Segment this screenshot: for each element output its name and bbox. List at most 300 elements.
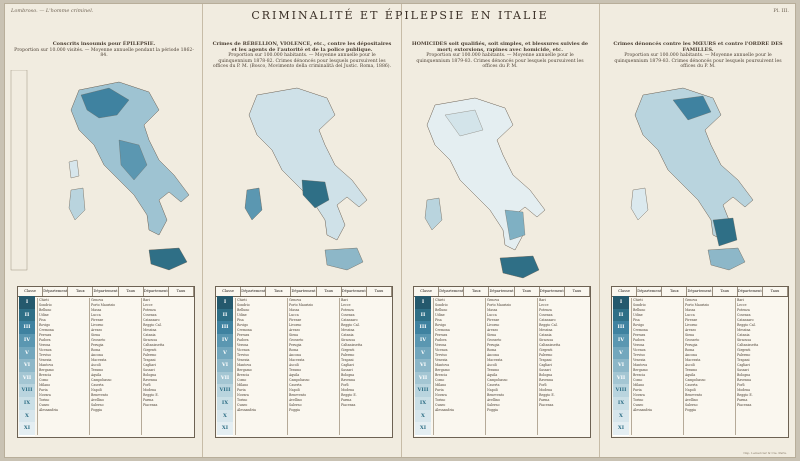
legend-province: Catania [539,333,552,337]
legend-class-swatch: X [217,410,233,424]
legend-col-rate: Taux [565,287,590,296]
legend-class-swatch: XI [415,422,431,436]
legend-province: Pavia [237,388,246,392]
panel-subtitle: Proportion sur 100.000 habitants. — Moyenne annuelle pour le quinquennium 1879-83. Crimes dénoncés pour lesquels poursuivent les offices du P. M. [614,53,782,69]
legend-col-department: Département [489,287,514,296]
legend-province: Parma [143,398,154,402]
legend-province: Salerno [685,403,698,407]
legend-column [287,298,339,435]
legend-province: Lucca [487,313,497,317]
legend-province: Sondrio [237,303,250,307]
legend-province: Bergamo [633,368,648,372]
legend-province: Pisa [435,318,442,322]
legend-province: Cagliari [737,363,750,367]
legend-col-department: Département [291,287,316,296]
legend-province: Como [435,378,445,382]
legend-province: Belluno [237,308,250,312]
legend-province: Napoli [487,388,498,392]
legend-province: Chieti [633,298,643,302]
legend-province: Palermo [341,353,355,357]
legend-province: Ferrara [39,333,52,337]
legend-class-swatch: III [415,321,431,335]
legend-province: Benevento [487,393,505,397]
legend-class-swatch: I [19,296,35,310]
legend-class-swatch: III [613,321,629,335]
legend-province: Arezzo [685,328,696,332]
legend-province: Caltanissetta [737,343,759,347]
legend-column [683,298,735,435]
legend-province: Massa [685,308,696,312]
legend-province: Potenza [539,308,552,312]
legend-province: Perugia [289,343,302,347]
legend-province: Bergamo [237,368,252,372]
legend-province: Siracusa [737,338,752,342]
legend-province: Livorno [487,323,500,327]
legend-class-swatch: VI [19,359,35,373]
legend-province: Reggio Cal. [143,323,162,327]
legend-col-rate: Taux [713,287,738,296]
legend-province: Milano [435,383,447,387]
legend-province: Pavia [435,388,444,392]
legend-province: Ancona [685,353,698,357]
legend-province: Padova [237,338,249,342]
legend-province: Arezzo [289,328,300,332]
legend-class-swatch: IX [415,397,431,411]
legend-class-swatch: V [613,347,629,361]
legend-province: Firenze [289,318,302,322]
legend-province: Palermo [143,353,157,357]
legend-province: Messina [143,328,157,332]
legend-col-rate: Taux [119,287,144,296]
legend-province: Potenza [143,308,156,312]
legend-province: Catania [341,333,354,337]
legend-province: Genova [487,298,500,302]
legend-table [215,286,393,438]
legend-column [631,298,683,435]
legend-table [611,286,789,438]
legend-class-swatch: VII [19,372,35,386]
legend-col-department: Département [144,287,169,296]
legend-col-rate: Taux [317,287,342,296]
legend-province: Catania [143,333,156,337]
legend-province: Rovigo [435,323,447,327]
legend-province: Alessandria [435,408,454,412]
legend-province: Benevento [685,393,703,397]
legend-province: Ravenna [737,378,752,382]
legend-class-swatch: VII [415,372,431,386]
legend-province: Messina [539,328,553,332]
legend-province: Parma [539,398,550,402]
legend-province: Livorno [685,323,698,327]
legend-province: Napoli [685,388,696,392]
legend-province: Torino [435,398,446,402]
legend-column [485,298,537,435]
legend-province: Reggio Cal. [341,323,360,327]
legend-province: Arezzo [91,328,102,332]
legend-class-swatch: XI [613,422,629,436]
fold-line [599,4,600,457]
legend-class-swatch: VII [613,372,629,386]
legend-province: Forlì [341,383,349,387]
legend-col-department: Département [342,287,367,296]
legend-province: Cosenza [737,313,751,317]
legend-province: Foggia [487,408,498,412]
legend-province: Venezia [633,358,646,362]
legend-province: Cosenza [143,313,157,317]
legend-province: Caltanissetta [143,343,165,347]
legend-col-department: Département [241,287,266,296]
legend-province: Catania [737,333,750,337]
panel-subtitle: Proportion sur 100.000 habitants. — Moyenne annuelle pour le quinquennium 1879-83. Crimes dénoncés pour lesquels poursuivent les offices du P. M. [416,53,584,69]
legend-col-rate: Taux [266,287,291,296]
legend-province: Cosenza [341,313,355,317]
legend-province: Venezia [39,358,52,362]
legend-column [339,298,391,435]
legend-col-classe: Classe [414,287,439,296]
legend-province: Caserta [685,383,698,387]
legend-col-classe: Classe [216,287,241,296]
legend-class-swatch: II [19,309,35,323]
legend-province: Siracusa [143,338,158,342]
legend-province: Siena [487,333,497,337]
legend-province: Novara [237,393,249,397]
legend-province: Genova [685,298,698,302]
legend-province: Caserta [91,383,104,387]
legend-province: Belluno [39,308,52,312]
legend-class-swatch: IX [217,397,233,411]
legend-province: Cremona [237,328,252,332]
legend-col-classe: Classe [612,287,637,296]
legend-province: Firenze [91,318,104,322]
legend-province: Benevento [91,393,109,397]
panel-title [607,42,789,70]
legend-province: Mantova [435,363,450,367]
legend-province: Caltanissetta [539,343,561,347]
legend-province: Cagliari [341,363,354,367]
legend-class-swatch: IV [613,334,629,348]
legend-province: Novara [435,393,447,397]
legend-class-swatch: V [217,347,233,361]
legend-province: Bologna [539,373,553,377]
legend-col-department: Département [439,287,464,296]
legend-province: Siena [289,333,299,337]
legend-class-swatch: X [19,410,35,424]
legend-province: Teramo [91,368,104,372]
legend-province: Cuneo [435,403,446,407]
legend-province: Treviso [633,353,645,357]
legend-province: Modena [341,388,355,392]
legend-province: Forlì [539,383,547,387]
legend-province: Verona [39,343,51,347]
legend-province: Campobasso [685,378,706,382]
legend-province: Avellino [91,398,104,402]
legend-province: Catanzaro [143,318,160,322]
legend-province: Lecce [737,303,747,307]
legend-province: Trapani [539,358,552,362]
legend-class-swatch: II [217,309,233,323]
legend-province: Arezzo [487,328,498,332]
legend-col-department: Département [637,287,662,296]
legend-class-swatch: VIII [415,384,431,398]
legend-province: Udine [237,313,247,317]
fold-line [401,4,402,457]
legend-body [414,296,590,437]
legend-class-swatch: X [613,410,629,424]
legend-province: Parma [341,398,352,402]
legend-province: Bari [341,298,348,302]
legend-province: Grosseto [91,338,106,342]
map-italy [207,70,397,308]
legend-column [537,298,589,435]
legend-col-department: Département [93,287,118,296]
legend-province: Foggia [91,408,102,412]
legend-province: Torino [39,398,50,402]
legend-province: Modena [737,388,751,392]
legend-province: Treviso [435,353,447,357]
legend-province: Reggio Cal. [539,323,558,327]
legend-province: Alessandria [633,408,652,412]
map-italy [405,70,595,308]
legend-col-rate: Taux [68,287,93,296]
legend-province: Como [39,378,49,382]
legend-province: Ravenna [539,378,554,382]
legend-province: Ancona [289,353,302,357]
legend-province: Avellino [685,398,698,402]
legend-province: Cagliari [539,363,552,367]
legend-province: Milano [237,383,249,387]
legend-province: Bologna [143,373,157,377]
legend-class-swatch: VI [415,359,431,373]
legend-province: Mantova [237,363,252,367]
legend-province: Udine [633,313,643,317]
legend-class-swatch: V [19,347,35,361]
legend-province: Piacenza [737,403,752,407]
legend-province: Ascoli [91,363,101,367]
legend-province: Grosseto [685,338,700,342]
legend-province: Messina [737,328,751,332]
legend-province: Catanzaro [737,318,754,322]
legend-class-swatch: I [217,296,233,310]
legend-province: Aquila [487,373,498,377]
legend-province: Ravenna [143,378,158,382]
legend-province: Venezia [237,358,250,362]
legend-column [141,298,193,435]
map-italy [603,70,793,308]
legend-province: Reggio Cal. [737,323,756,327]
legend-class-swatch: IV [217,334,233,348]
panel-heading: HOMICIDES soit qualifiés, soit simples, et blessures suivies de mort; extorsions, rapines avec homicide, etc. [411,41,589,53]
legend-province: Brescia [633,373,646,377]
legend-province: Caltanissetta [341,343,363,347]
legend-province: Foggia [685,408,696,412]
legend-province: Avellino [487,398,500,402]
legend-province: Firenze [487,318,500,322]
legend-col-department: Département [687,287,712,296]
legend-province: Cuneo [39,403,50,407]
legend-col-rate: Taux [763,287,788,296]
legend-province: Ferrara [237,333,250,337]
legend-province: Mantova [633,363,648,367]
legend-province: Reggio E. [737,393,753,397]
legend-column [735,298,787,435]
legend-province: Torino [633,398,644,402]
legend-province: Reggio E. [341,393,357,397]
legend-province: Sondrio [435,303,448,307]
legend-province: Girgenti [737,348,751,352]
legend-province: Foggia [289,408,300,412]
legend-province: Napoli [91,388,102,392]
legend-province: Ferrara [633,333,646,337]
legend-province: Macerata [289,358,305,362]
legend-province: Porto Maurizio [91,303,116,307]
panel-title [211,42,393,70]
legend-class-swatch: IX [19,397,35,411]
legend-class-swatch: VIII [613,384,629,398]
legend-column [433,298,485,435]
legend-province: Como [237,378,247,382]
legend-province: Roma [487,348,497,352]
legend-province: Genova [289,298,302,302]
legend-province: Cuneo [633,403,644,407]
legend-province: Caserta [289,383,302,387]
legend-province: Potenza [341,308,354,312]
legend-province: Reggio E. [539,393,555,397]
legend-province: Reggio E. [143,393,159,397]
legend-province: Mantova [39,363,54,367]
fold-line [202,4,203,457]
legend-table [17,286,195,438]
legend-province: Forlì [143,383,151,387]
legend-province: Campobasso [289,378,310,382]
legend-class-swatch: XI [19,422,35,436]
legend-province: Salerno [91,403,104,407]
legend-province: Ascoli [487,363,497,367]
legend-province: Messina [341,328,355,332]
legend-province: Pisa [39,318,46,322]
legend-province: Ancona [91,353,104,357]
panel-subtitle: Proportion sur 100.000 habitants. — Moyenne annuelle pour le quinquennium 1878-82. Crimes dénoncés pour lesquels poursuivent les offices du P. M. (Bosco, Movimento della criminalità del Justic. Roma, 1886). [212,53,392,69]
legend-province: Cagliari [143,363,156,367]
legend-province: Trapani [737,358,750,362]
legend-class-swatch: VIII [19,384,35,398]
panel-heading: Crimes de RÉBELLION, VIOLENCE, etc., contre les dépositaires et les agents de l'autorité et de la police publique. [212,41,392,53]
legend-province: Porto Maurizio [289,303,314,307]
printer-credit: Imp. Lemercier & Cie. Paris. [743,451,787,455]
legend-province: Porto Maurizio [685,303,710,307]
legend-province: Pavia [39,388,48,392]
legend-province: Bologna [737,373,751,377]
legend-province: Milano [39,383,51,387]
legend-province: Lecce [143,303,153,307]
legend-province: Bologna [341,373,355,377]
legend-class-swatch: VI [613,359,629,373]
legend-province: Palermo [737,353,751,357]
legend-province: Vicenza [39,348,52,352]
legend-province: Novara [39,393,51,397]
legend-col-rate: Taux [464,287,489,296]
legend-province: Treviso [39,353,51,357]
legend-province: Ascoli [289,363,299,367]
legend-province: Salerno [289,403,302,407]
legend-province: Ferrara [435,333,448,337]
legend-province: Siena [91,333,101,337]
legend-class-swatch: III [19,321,35,335]
legend-province: Parma [737,398,748,402]
legend-province: Padova [39,338,51,342]
legend-province: Sondrio [39,303,52,307]
legend-province: Sassari [539,368,551,372]
legend-province: Torino [237,398,248,402]
legend-province: Verona [633,343,645,347]
legend-province: Aquila [91,373,102,377]
legend-province: Grosseto [487,338,502,342]
legend-province: Venezia [435,358,448,362]
legend-province: Bari [737,298,744,302]
legend-province: Grosseto [289,338,304,342]
legend-province: Siena [685,333,695,337]
legend-province: Catanzaro [539,318,556,322]
legend-province: Salerno [487,403,500,407]
running-head: Lombroso. — L'homme criminel. [11,8,94,14]
panel-heading: Crimes dénoncés contre les MŒURS et contre l'ORDRE DES FAMILLES. [613,41,783,53]
legend-province: Massa [289,308,300,312]
legend-province: Teramo [487,368,500,372]
legend-province: Sassari [737,368,749,372]
legend-province: Sassari [143,368,155,372]
legend-col-department: Département [738,287,763,296]
legend-province: Belluno [633,308,646,312]
legend-province: Pisa [633,318,640,322]
plate-number: Pl. III. [773,8,789,14]
legend-province: Bergamo [39,368,54,372]
legend-body [612,296,788,437]
legend-province: Lucca [289,313,299,317]
legend-province: Bari [143,298,150,302]
legend-province: Roma [685,348,695,352]
legend-province: Chieti [39,298,49,302]
legend-province: Potenza [737,308,750,312]
legend-province: Cremona [39,328,54,332]
legend-class-swatch: I [415,296,431,310]
legend-province: Chieti [237,298,247,302]
legend-province: Benevento [289,393,307,397]
legend-province: Roma [91,348,101,352]
legend-province: Treviso [237,353,249,357]
legend-province: Girgenti [341,348,355,352]
legend-province: Cremona [633,328,648,332]
legend-province: Brescia [435,373,448,377]
legend-class-swatch: IV [19,334,35,348]
legend-class-swatch: II [613,309,629,323]
legend-column [89,298,141,435]
legend-province: Belluno [435,308,448,312]
legend-province: Macerata [685,358,701,362]
legend-province: Trapani [143,358,156,362]
legend-column [235,298,287,435]
legend-province: Aquila [685,373,696,377]
legend-province: Vicenza [435,348,448,352]
legend-col-department: Département [43,287,68,296]
legend-province: Piacenza [341,403,356,407]
legend-province: Alessandria [39,408,58,412]
legend-province: Pisa [237,318,244,322]
plate-title: CRIMINALITÉ ET ÉPILEPSIE EN ITALIE [251,9,549,22]
legend-province: Massa [91,308,102,312]
legend-province: Ravenna [341,378,356,382]
plate-sheet [4,3,796,458]
legend-province: Lucca [685,313,695,317]
panel-title [13,42,195,59]
